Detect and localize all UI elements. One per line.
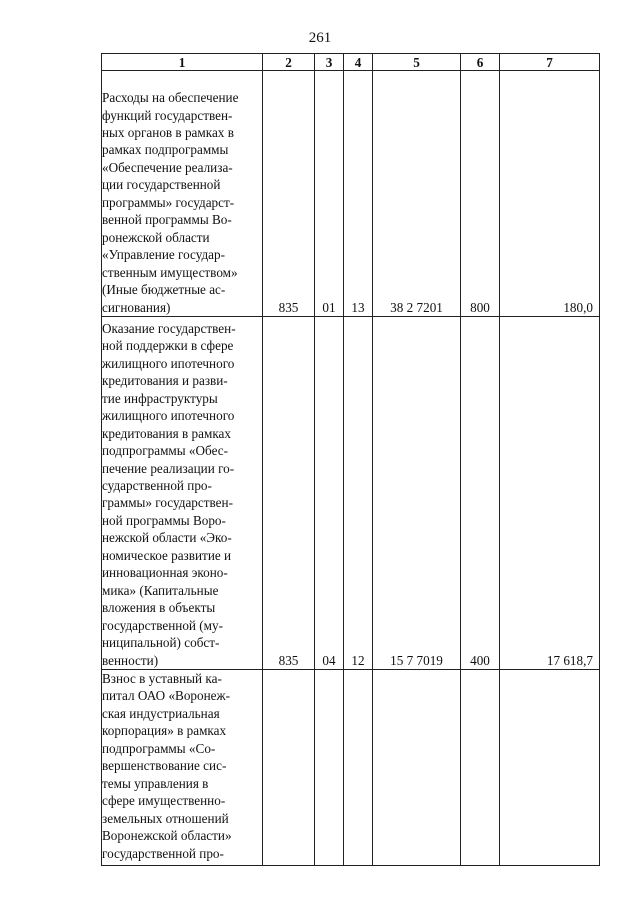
table-row [102, 317, 600, 670]
cell-target-article: 15 7 7019 [373, 317, 461, 670]
cell-ministry-code [263, 670, 315, 866]
column-header: 5 [373, 54, 461, 71]
cell-target-article [373, 670, 461, 866]
column-header: 4 [344, 54, 373, 71]
cell-expense-type: 400 [461, 317, 500, 670]
table-header-row [102, 54, 600, 71]
cell-subsection [344, 670, 373, 866]
budget-table [101, 53, 600, 866]
table-row [102, 670, 600, 866]
cell-section: 01 [315, 71, 344, 317]
cell-expense-type [461, 670, 500, 866]
cell-expense-type: 800 [461, 71, 500, 317]
column-header: 3 [315, 54, 344, 71]
column-header: 7 [500, 54, 600, 71]
cell-section: 04 [315, 317, 344, 670]
page-number: 261 [308, 30, 332, 46]
cell-subsection: 12 [344, 317, 373, 670]
column-header: 2 [263, 54, 315, 71]
cell-amount [500, 670, 600, 866]
cell-target-article: 38 2 7201 [373, 71, 461, 317]
cell-section [315, 670, 344, 866]
cell-subsection: 13 [344, 71, 373, 317]
cell-amount: 180,0 [500, 71, 600, 317]
row-description: Оказание государствен- ной поддержки в сфере жилищного ипотечного кредитования и разви- тие инфраструктуры жилищного ипотечного кредитования в рамках подпрограммы «Обес- печение реализации го- сударственной про- граммы» государствен- ной программы Воро- нежской области «Эко- номическое развитие и инновационная эконо- мика» (Капитальные вложения в объекты государственной (му- ниципальной) собст- венности) [102, 317, 263, 670]
row-description: Взнос в уставный ка- питал ОАО «Воронеж- ская индустриальная корпорация» в рамках подпрограммы «Со- вершенствование сис- темы управления в сфере имущественно- земельных отношений Воронежской области» государственной про- [102, 670, 263, 866]
table-row [102, 71, 600, 317]
row-description: Расходы на обеспечение функций государствен- ных органов в рамках в рамках подпрограммы «Обеспечение реализа- ции государственной программы» государст- венной программы Во- ронежской области «Управление государ- ственным имуществом» (Иные бюджетные ас- сигнования) [102, 71, 263, 317]
cell-ministry-code: 835 [263, 71, 315, 317]
cell-amount: 17 618,7 [500, 317, 600, 670]
column-header: 1 [102, 54, 263, 71]
column-header: 6 [461, 54, 500, 71]
cell-ministry-code: 835 [263, 317, 315, 670]
